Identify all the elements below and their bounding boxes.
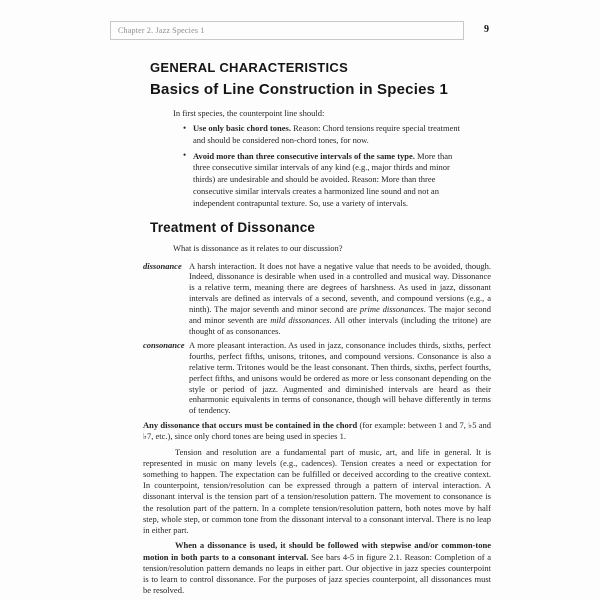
definition-emphasis: prime dissonances <box>359 304 424 315</box>
heading-treatment-of-dissonance: Treatment of Dissonance <box>150 219 316 235</box>
page-number: 9 <box>484 24 489 35</box>
any-dissonance-body: (for example: between 1 and 7, ♭5 and ♭7, etc.), since only chord tones are being used in species 1. <box>143 420 491 442</box>
definition-emphasis: mild dissonances <box>270 315 330 326</box>
running-header-box[interactable] <box>110 21 464 40</box>
conclusion-body: See bars 4-5 in figure 2.1. Reason: Completion of a tension/resolution pattern demands no leaps in either part. Our objective in jazz species counterpoint is to learn to control dissonance. For the purposes of jazz species counterpoint, all dissonances must be resolved. <box>143 551 491 596</box>
definition-text: . All other intervals (including the tritone) are thought of as consonances. <box>189 315 492 337</box>
definition-term: dissonance <box>143 260 182 271</box>
definition-term: consonance <box>143 339 185 350</box>
bullet-lead: Use only basic chord tones. <box>193 123 291 133</box>
any-dissonance-lead: Any dissonance that occurs must be contained in the chord <box>143 420 358 431</box>
definition-body <box>189 261 491 337</box>
bullet-icon: • <box>183 122 187 133</box>
tension-resolution-paragraph: Tension and resolution are a fundamental part of music, art, and life in general. It is represented in music on many levels (e.g., cadences). Tension creates a need or expectation for something to happen. The expectation can be fulfilled or deceived according to the creative context. In counterpoint, tension/resolution can be expressed through a pattern of interval interaction. A dissonant interval is the tension part of a tension/resolution pattern. The movement to consonance is the resolution part of the pattern. In a complete tension/resolution pattern, both notes move by half step, whole step, or common tone from the dissonant interval to a consonant interval. There is no leap in either part. <box>143 446 491 536</box>
heading-general-characteristics: GENERAL CHARACTERISTICS <box>150 60 349 75</box>
definitions-block <box>143 261 491 417</box>
conclusion-paragraph <box>143 540 491 596</box>
bullet-body: More than three consecutive similar intervals of any kind (e.g., major thirds and minor thirds) are undesirable and should be avoided. Reason: More than three consecutive similar intervals creates a harmonized line sound and not an independent contrapuntal texture. So, use a variety of intervals. <box>193 150 453 208</box>
any-dissonance-paragraph <box>143 420 491 442</box>
page-content <box>143 61 491 596</box>
bullet-item-consecutive-intervals <box>183 150 467 210</box>
bullet-body: Reason: Chord tensions require special treatment and should be considered non-chord tones, for now. <box>193 123 461 145</box>
heading-basics-line-construction: Basics of Line Construction in Species 1 <box>150 81 449 98</box>
bullet-item-chord-tones <box>183 122 467 147</box>
definition-body <box>189 340 491 416</box>
definition-text: . The major second and minor seventh are <box>189 304 491 326</box>
definition-text: A harsh interaction. It does not have a negative value that needs to be avoided, though. Indeed, dissonance is desirable when used in a controlled and musical way. Dissonance is a relative term, meaning there are degrees of harshness. As used in jazz, dissonant intervals are defined as intervals of a second, seventh, and compound versions (e.g., a ninth). The major seventh and minor second are <box>189 260 491 315</box>
definition-row-consonance <box>143 340 491 416</box>
question-paragraph: What is dissonance as it relates to our discussion? <box>173 242 343 253</box>
rules-bullet-list <box>143 123 491 210</box>
conclusion-lead: When a dissonance is used, it should be followed with stepwise and/or common-tone motion in both parts to a consonant interval. <box>143 540 491 562</box>
running-header-chapter-label: Chapter 2. Jazz Species 1 <box>118 26 205 35</box>
bullet-icon: • <box>183 150 187 161</box>
bullet-lead: Avoid more than three consecutive intervals of the same type. <box>193 150 415 161</box>
definition-text: A more pleasant interaction. As used in jazz, consonance includes thirds, sixths, perfect fourths, perfect fifths, unisons, tritones, and compound versions. Consonance is also a relative term. Tritones would be the least consonant. Then thirds, sixths, perfect fourths, perfect fifths, and unisons would be ordered as more or less consonant depending on the style or period of jazz. Augmented and diminished intervals are heard as their enharmonic equivalents in terms of consonance, though will behave differently in terms of tendency. <box>189 339 491 416</box>
definition-row-dissonance <box>143 261 491 337</box>
intro-paragraph: In first species, the counterpoint line should: <box>173 108 325 118</box>
